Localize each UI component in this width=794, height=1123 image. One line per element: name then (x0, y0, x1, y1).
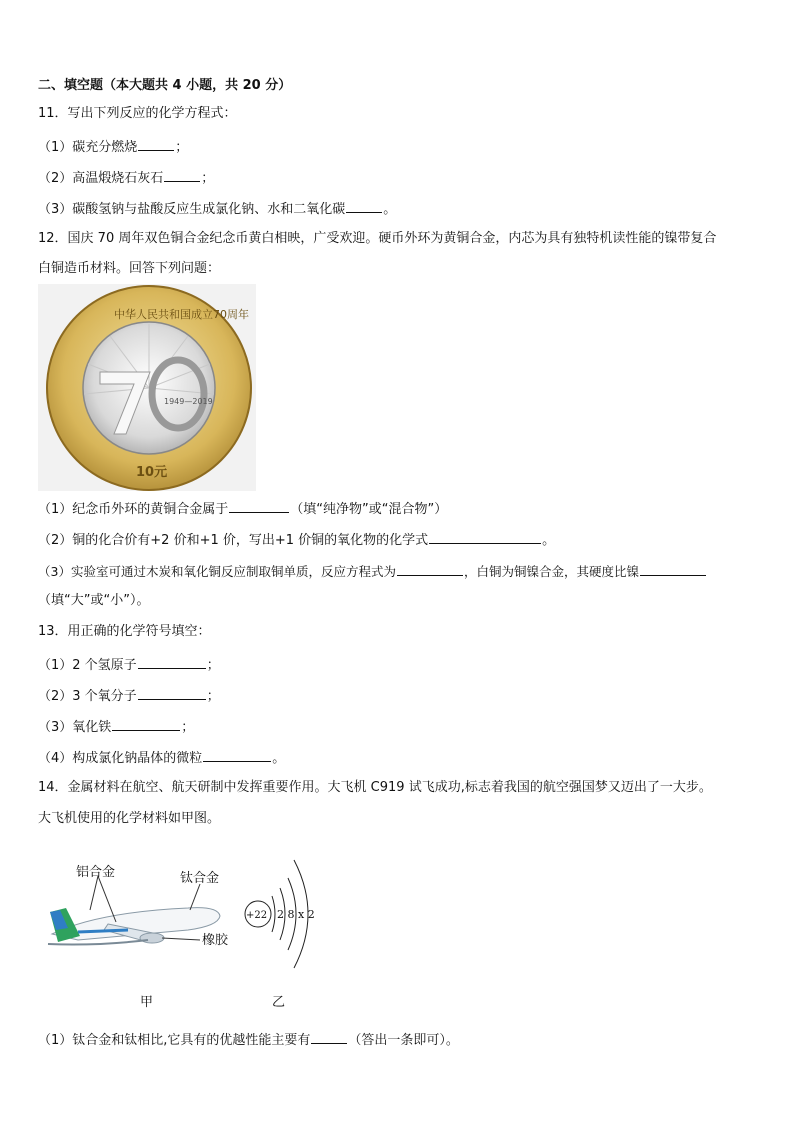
question-13-part-1: （1）2 个氢原子 ； (38, 654, 220, 676)
answer-blank[interactable] (138, 136, 174, 151)
question-11-part-2: （2）高温煅烧石灰石 ； (38, 167, 214, 189)
answer-blank[interactable] (112, 716, 180, 731)
question-13-part-3: （3）氧化铁 ； (38, 716, 194, 738)
answer-blank[interactable] (229, 498, 289, 513)
figure-label-jia: 甲 (140, 995, 154, 1010)
answer-blank[interactable] (429, 529, 541, 544)
question-12-stem-line-1: 12．国庆 70 周年双色铜合金纪念币黄白相映，广受欢迎。硬币外环为黄铜合金，内芯为具有独特机读性能的镍带复合 (38, 231, 717, 246)
aircraft-material-figure (38, 850, 338, 1010)
titanium-atom-structure (245, 860, 315, 968)
question-13-part-4: （4）构成氯化钠晶体的微粒 。 (38, 747, 285, 769)
question-12-part-1: （1）纪念币外环的黄铜合金属于 （填“纯净物”或“混合物”） (38, 498, 447, 520)
question-13-stem: 13．用正确的化学符号填空： (38, 624, 211, 639)
question-12-part-3: （3）实验室可通过木炭和氧化铜反应制取铜单质，反应方程式为 ，白铜为铜镍合金，其硬度比镍 (38, 561, 707, 582)
question-11-part-1: （1）碳充分燃烧 ； (38, 136, 188, 158)
label-aluminum-alloy: 铝合金 (76, 865, 116, 880)
question-14-part-1: （1）钛合金和钛相比,它具有的优越性能主要有 （答出一条即可）。 (38, 1029, 459, 1051)
coin-years: 1949—2019 (164, 397, 213, 406)
question-11-part-3: （3）碳酸氢钠与盐酸反应生成氯化钠、水和二氧化碳 。 (38, 198, 396, 220)
answer-blank[interactable] (397, 561, 463, 576)
question-12-part-2: （2）铜的化合价有+2 价和+1 价，写出+1 价铜的氧化物的化学式 。 (38, 529, 555, 551)
airplane-illustration (48, 876, 220, 945)
answer-blank[interactable] (311, 1029, 347, 1044)
electron-shells: 2 8 x 2 (277, 908, 315, 921)
figure-label-yi: 乙 (272, 995, 286, 1010)
question-12-part-3-continued: （填“大”或“小”）。 (38, 593, 150, 608)
section-title: 二、填空题（本大题共 4 小题，共 20 分） (38, 78, 292, 93)
answer-blank[interactable] (164, 167, 200, 182)
label-rubber: 橡胶 (202, 933, 229, 948)
question-13-part-2: （2）3 个氧分子 ； (38, 685, 220, 707)
commemorative-coin-image (38, 284, 256, 491)
question-11-stem: 11．写出下列反应的化学方程式： (38, 106, 237, 121)
coin-value: 10元 (136, 465, 168, 480)
question-12-stem-line-2: 白铜造币材料。回答下列问题： (38, 261, 221, 276)
label-titanium-alloy: 钛合金 (180, 871, 220, 886)
answer-blank[interactable] (138, 654, 206, 669)
answer-blank[interactable] (346, 198, 382, 213)
question-14-stem-line-2: 大飞机使用的化学材料如甲图。 (38, 811, 221, 826)
coin-ring-text: 中华人民共和国成立70周年 (114, 308, 249, 321)
answer-blank[interactable] (203, 747, 271, 762)
nucleus-charge: +22 (246, 910, 268, 921)
answer-blank[interactable] (640, 561, 706, 576)
answer-blank[interactable] (138, 685, 206, 700)
question-14-stem-line-1: 14．金属材料在航空、航天研制中发挥重要作用。大飞机 C919 试飞成功,标志着我国的航空强国梦又迈出了一大步。 (38, 780, 712, 795)
